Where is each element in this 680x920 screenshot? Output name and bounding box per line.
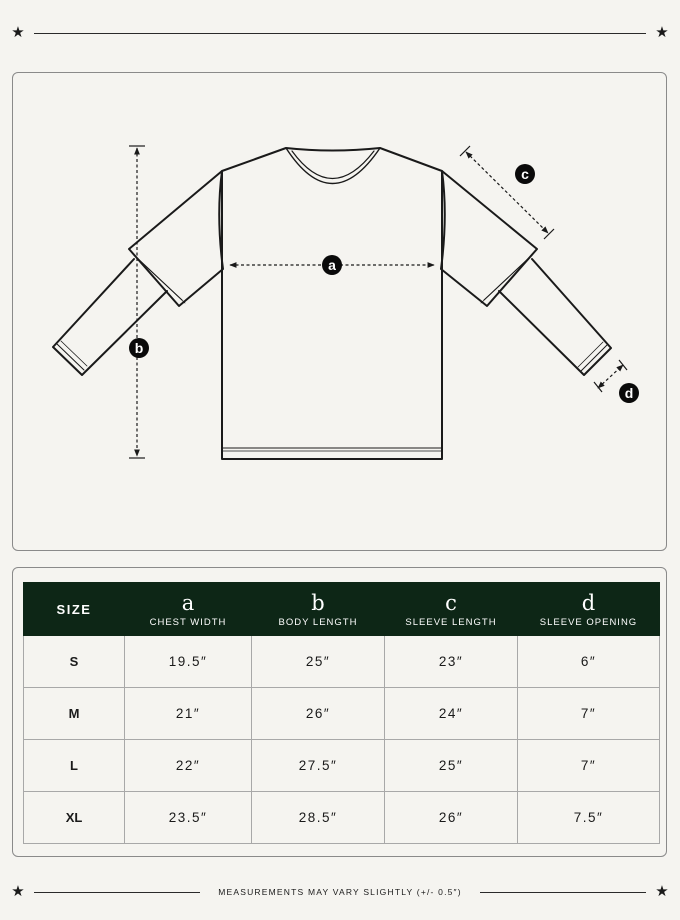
table-cell: 7″ bbox=[518, 688, 660, 740]
column-header-body bbox=[252, 583, 385, 636]
shirt-diagram bbox=[13, 73, 668, 552]
table-cell: 7.5″ bbox=[518, 792, 660, 844]
table-cell: 6″ bbox=[518, 636, 660, 688]
column-label: SLEEVE LENGTH bbox=[405, 616, 497, 628]
size-chart-panel bbox=[12, 567, 667, 857]
left-long-sleeve bbox=[53, 259, 167, 375]
column-letter: a bbox=[181, 590, 195, 615]
divider bbox=[480, 892, 646, 893]
column-header-sleeve bbox=[385, 583, 518, 636]
table-cell: 28.5″ bbox=[252, 792, 385, 844]
top-rule bbox=[10, 25, 670, 41]
table-row bbox=[24, 740, 660, 792]
size-cell: M bbox=[24, 688, 125, 740]
table-cell: 23″ bbox=[385, 636, 518, 688]
size-cell: XL bbox=[24, 792, 125, 844]
table-cell: 27.5″ bbox=[252, 740, 385, 792]
star-icon: ★ bbox=[655, 883, 669, 900]
svg-text:c: c bbox=[521, 166, 529, 182]
table-row bbox=[24, 688, 660, 740]
column-letter: d bbox=[581, 590, 596, 615]
table-row bbox=[24, 636, 660, 688]
column-label: BODY LENGTH bbox=[278, 616, 358, 628]
table-header-row bbox=[24, 583, 660, 636]
table-cell: 26″ bbox=[252, 688, 385, 740]
star-icon: ★ bbox=[11, 24, 25, 41]
svg-text:b: b bbox=[134, 340, 144, 356]
badge-a bbox=[322, 255, 342, 275]
table-cell: 25″ bbox=[252, 636, 385, 688]
size-column-header: SIZE bbox=[24, 583, 125, 636]
star-icon: ★ bbox=[11, 883, 25, 900]
star-icon: ★ bbox=[655, 24, 669, 41]
svg-text:a: a bbox=[328, 257, 336, 273]
table-cell: 24″ bbox=[385, 688, 518, 740]
svg-text:d: d bbox=[624, 385, 634, 401]
table-cell: 23.5″ bbox=[125, 792, 252, 844]
opening-measure-line bbox=[598, 365, 623, 388]
table-cell: 7″ bbox=[518, 740, 660, 792]
column-label: CHEST WIDTH bbox=[149, 616, 227, 628]
table-cell: 22″ bbox=[125, 740, 252, 792]
shirt-outline bbox=[222, 148, 442, 459]
footer-rule bbox=[10, 884, 670, 900]
divider bbox=[34, 33, 646, 34]
table-cell: 25″ bbox=[385, 740, 518, 792]
divider bbox=[34, 892, 200, 893]
sleeve-measure-line bbox=[466, 152, 548, 233]
table-cell: 21″ bbox=[125, 688, 252, 740]
left-short-sleeve bbox=[129, 171, 223, 306]
column-header-opening bbox=[518, 583, 660, 636]
table-cell: 19.5″ bbox=[125, 636, 252, 688]
column-header-chest bbox=[125, 583, 252, 636]
size-cell: L bbox=[24, 740, 125, 792]
column-letter: b bbox=[311, 590, 325, 615]
measurement-note: MEASUREMENTS MAY VARY SLIGHTLY (+/- 0.5″) bbox=[218, 887, 462, 897]
column-label: SLEEVE OPENING bbox=[539, 616, 638, 628]
column-letter: c bbox=[445, 590, 457, 615]
table-row bbox=[24, 792, 660, 844]
size-chart-table bbox=[23, 582, 660, 844]
badge-d bbox=[619, 383, 639, 403]
badge-c bbox=[515, 164, 535, 184]
size-cell: S bbox=[24, 636, 125, 688]
right-short-sleeve bbox=[441, 171, 537, 306]
table-cell: 26″ bbox=[385, 792, 518, 844]
diagram-panel bbox=[12, 72, 667, 551]
badge-b bbox=[129, 338, 149, 358]
